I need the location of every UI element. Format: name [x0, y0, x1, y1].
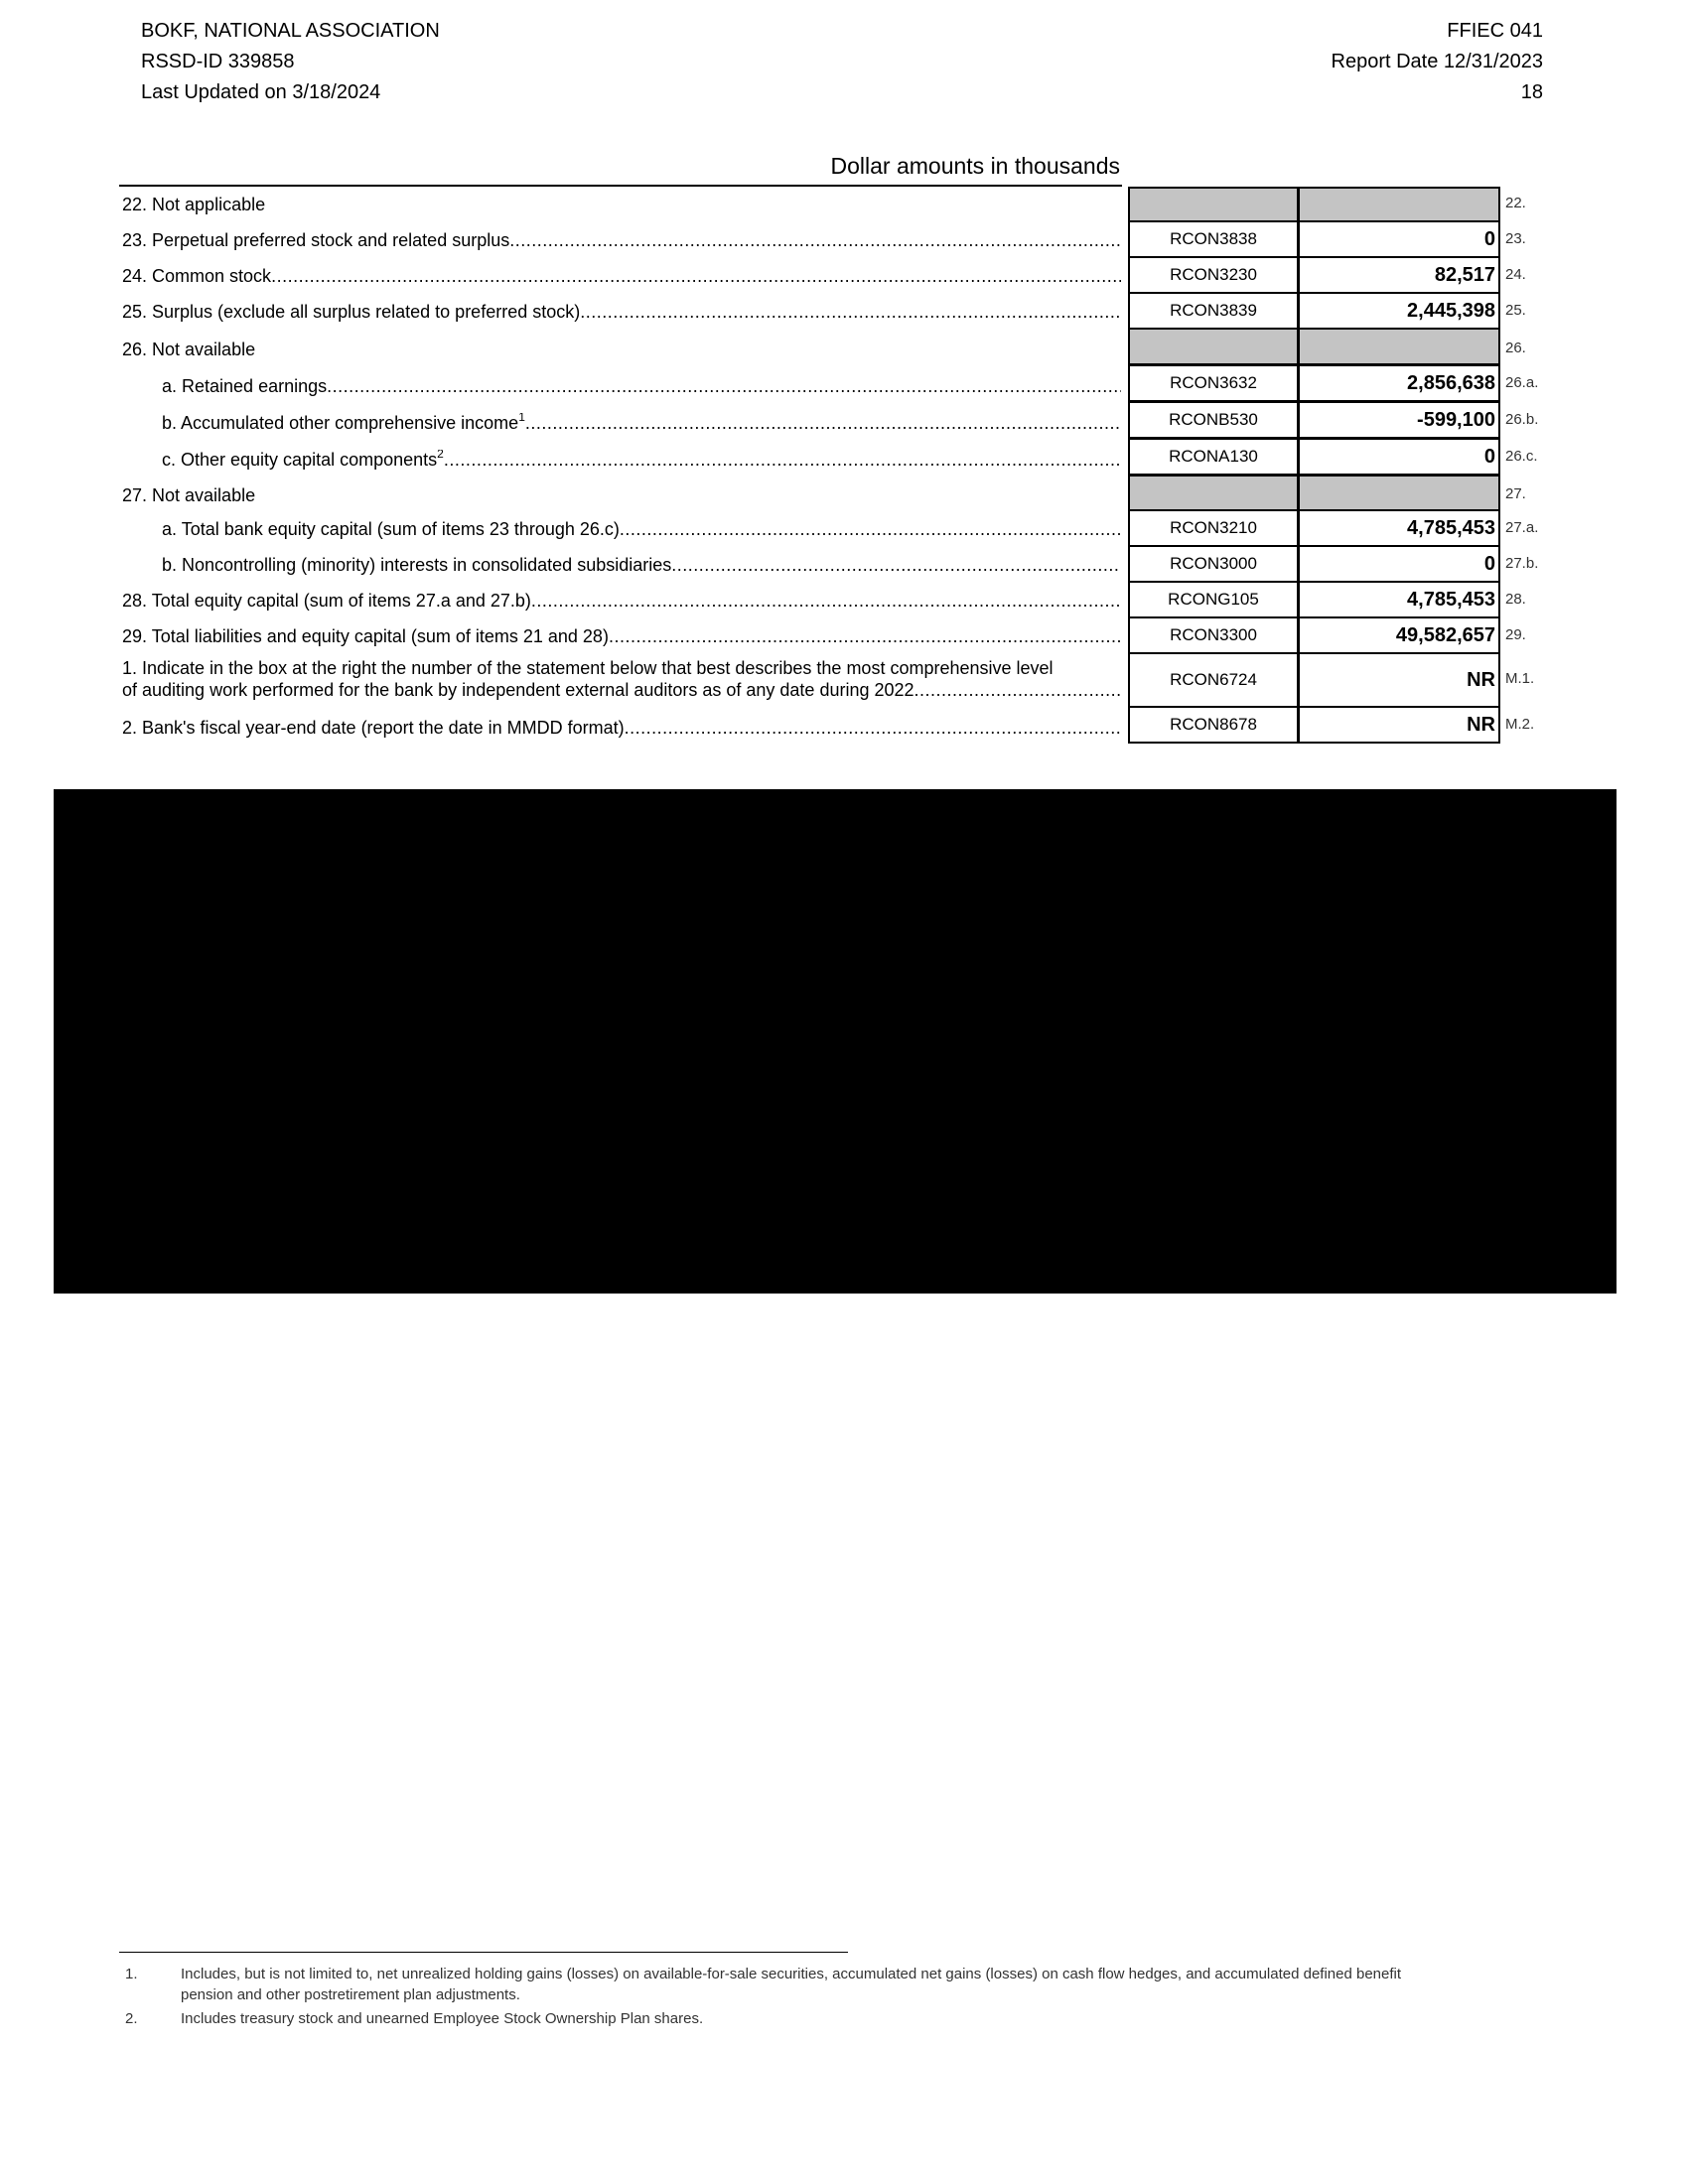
row-value: 4,785,453 [1298, 581, 1500, 618]
row-label: 2. Bank's fiscal year-end date (report the date in MMDD format) ..... [122, 718, 1121, 739]
row-ref: 27. [1505, 485, 1526, 502]
row-ref: 23. [1505, 230, 1526, 247]
row-code [1128, 475, 1299, 511]
row-value: NR [1298, 706, 1500, 744]
row-value: 0 [1298, 545, 1500, 583]
row-label: 22. Not applicable [122, 195, 266, 214]
footnote-ref: 2 [437, 450, 444, 461]
row-ref: 24. [1505, 266, 1526, 283]
row-value: NR [1298, 652, 1500, 708]
footnote-rule [119, 1952, 848, 1953]
row-value [1298, 187, 1500, 222]
row-label: a. Retained earnings ..... [162, 376, 1121, 397]
row-code: RCON3300 [1128, 616, 1299, 654]
row-label: 25. Surplus (exclude all surplus related to preferred stock) ..... [122, 302, 1121, 323]
footnote-2 [119, 2008, 1549, 2030]
row-value: 49,582,657 [1298, 616, 1500, 654]
row-label: 1. Indicate in the box at the right the number of the statement below that best describes the most comprehensive level of auditing work performed for the bank by independent external auditors as of any date during 2022 ..... [122, 657, 1121, 701]
redacted-block [54, 789, 1617, 1294]
row-code: RCON3210 [1128, 509, 1299, 547]
row-code: RCON6724 [1128, 652, 1299, 708]
row-code: RCONB530 [1128, 401, 1299, 439]
row-label: 23. Perpetual preferred stock and related surplus ..... [122, 230, 1121, 251]
footnote-number: 1. [125, 1966, 138, 1982]
footnote-text: Includes treasury stock and unearned Employee Stock Ownership Plan shares. [181, 2010, 704, 2027]
row-value: -599,100 [1298, 401, 1500, 439]
footnote-ref: 1 [518, 413, 525, 424]
row-code: RCON8678 [1128, 706, 1299, 744]
row-ref: 27.a. [1505, 519, 1539, 536]
row-value [1298, 475, 1500, 511]
last-updated: Last Updated on 3/18/2024 [141, 81, 381, 103]
row-label: 24. Common stock ..... [122, 266, 1121, 287]
header-left [141, 16, 440, 108]
row-value: 2,856,638 [1298, 364, 1500, 402]
row-ref: 26.c. [1505, 448, 1538, 465]
row-code [1128, 328, 1299, 365]
row-label: 28. Total equity capital (sum of items 27.a and 27.b) ..... [122, 591, 1121, 612]
row-ref: 22. [1505, 195, 1526, 211]
row-label: 26. Not available [122, 340, 256, 359]
row-code: RCON3632 [1128, 364, 1299, 402]
row-value: 0 [1298, 220, 1500, 258]
units-label: Dollar amounts in thousands [830, 153, 1120, 179]
footnote-number: 2. [125, 2010, 138, 2027]
row-label: 27. Not available [122, 485, 256, 505]
row-code: RCONA130 [1128, 438, 1299, 476]
row-ref: 25. [1505, 302, 1526, 319]
form-id: FFIEC 041 [1447, 20, 1543, 42]
row-code [1128, 187, 1299, 222]
row-value: 82,517 [1298, 256, 1500, 294]
header-right [1192, 16, 1543, 108]
row-value: 2,445,398 [1298, 292, 1500, 330]
row-code: RCON3000 [1128, 545, 1299, 583]
row-label: a. Total bank equity capital (sum of items 23 through 26.c) ..... [162, 519, 1121, 540]
footnote-1 [119, 1964, 1549, 2007]
row-label: b. Accumulated other comprehensive income$^1$ ..... [162, 413, 1121, 434]
row-ref: 29. [1505, 626, 1526, 643]
row-code: RCONG105 [1128, 581, 1299, 618]
row-code: RCON3230 [1128, 256, 1299, 294]
row-ref: M.2. [1505, 716, 1535, 733]
bank-name: BOKF, NATIONAL ASSOCIATION [141, 20, 440, 42]
report-date: Report Date 12/31/2023 [1331, 51, 1543, 72]
row-ref: 28. [1505, 591, 1526, 608]
row-value: 4,785,453 [1298, 509, 1500, 547]
row-code: RCON3839 [1128, 292, 1299, 330]
row-ref: 27.b. [1505, 555, 1539, 572]
row-ref: 26. [1505, 340, 1526, 356]
row-value [1298, 328, 1500, 365]
row-ref: M.1. [1505, 670, 1535, 687]
rssd-id: RSSD-ID 339858 [141, 51, 295, 72]
row-value: 0 [1298, 438, 1500, 476]
row-code: RCON3838 [1128, 220, 1299, 258]
page-number: 18 [1520, 81, 1543, 103]
row-ref: 26.a. [1505, 374, 1539, 391]
row-label: c. Other equity capital components$^2$ ..... [162, 450, 1121, 471]
table-row [119, 185, 1549, 220]
row-label: b. Noncontrolling (minority) interests in consolidated subsidiaries ..... [162, 555, 1121, 576]
row-ref: 26.b. [1505, 411, 1539, 428]
row-label: 29. Total liabilities and equity capital (sum of items 21 and 28) ..... [122, 626, 1121, 647]
footnote-text: Includes, but is not limited to, net unrealized holding gains (losses) on available-for-sale securities, accumulated net gains (losses) on cash flow hedges, and accumulated defined benefit pension and other postretirement plan adjustments. [181, 1966, 1402, 2003]
